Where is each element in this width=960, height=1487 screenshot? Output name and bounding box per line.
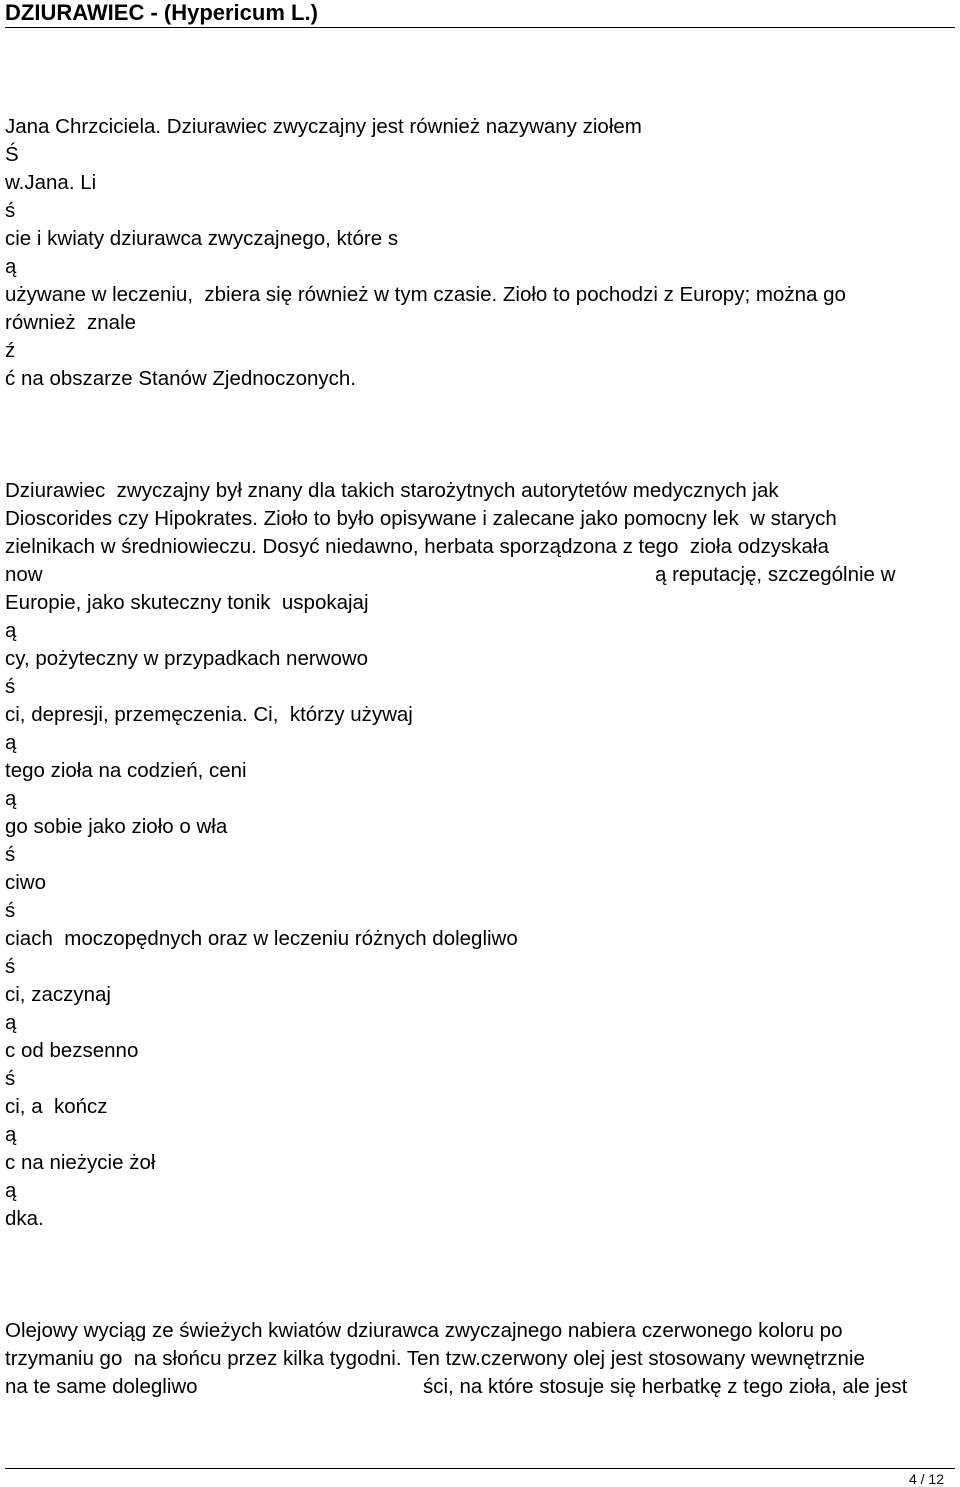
text-line: Dioscorides czy Hipokrates. Zioło to było opisywane i zalecane jako pomocny lek w starych bbox=[5, 507, 837, 530]
text-line: ś bbox=[5, 1067, 16, 1090]
text-line: c od bezsenno bbox=[5, 1039, 139, 1062]
text-line: ciwo bbox=[5, 871, 47, 894]
header-divider bbox=[5, 27, 955, 28]
text-line: używane w leczeniu, zbiera się również w tym czasie. Zioło to pochodzi z Europy; można go bbox=[5, 283, 846, 306]
text-line: w.Jana. Li bbox=[5, 171, 97, 194]
text-line: tego zioła na codzień, ceni bbox=[5, 759, 247, 782]
text-line: dka. bbox=[5, 1207, 44, 1230]
document-title: DZIURAWIEC - (Hypericum L.) bbox=[5, 0, 318, 25]
text-line: now bbox=[5, 563, 43, 586]
text-line: c na nieżycie żoł bbox=[5, 1151, 156, 1174]
text-line: Dziurawiec zwyczajny był znany dla takich starożytnych autorytetów medycznych jak bbox=[5, 479, 779, 502]
text-line: ci, a kończ bbox=[5, 1095, 108, 1118]
text-line: ą bbox=[5, 619, 17, 642]
text-line: ć na obszarze Stanów Zjednoczonych. bbox=[5, 367, 356, 390]
text-line: ci, zaczynaj bbox=[5, 983, 111, 1006]
text-line: go sobie jako zioło o wła bbox=[5, 815, 228, 838]
text-line: cy, pożyteczny w przypadkach nerwowo bbox=[5, 647, 369, 670]
text-line: Jana Chrzciciela. Dziurawiec zwyczajny jest również nazywany ziołem bbox=[5, 115, 642, 138]
text-line: ś bbox=[5, 199, 16, 222]
page-number: 4 / 12 bbox=[908, 1471, 944, 1487]
text-line: ą bbox=[5, 1123, 17, 1146]
text-line: Ś bbox=[5, 143, 19, 166]
text-line: ą bbox=[5, 255, 17, 278]
text-line: ą bbox=[5, 787, 17, 810]
text-line: ciach moczopędnych oraz w leczeniu różnych dolegliwo bbox=[5, 927, 518, 950]
footer-divider bbox=[5, 1468, 955, 1469]
text-line: ś bbox=[5, 955, 16, 978]
text-line: Olejowy wyciąg ze świeżych kwiatów dziurawca zwyczajnego nabiera czerwonego koloru po bbox=[5, 1319, 843, 1342]
text-line: trzymaniu go na słońcu przez kilka tygodni. Ten tzw.czerwony olej jest stosowany wewnętrznie bbox=[5, 1347, 865, 1370]
text-line: ci, depresji, przemęczenia. Ci, którzy używaj bbox=[5, 703, 413, 726]
text-line: ą reputację, szczególnie w bbox=[655, 563, 896, 586]
text-line: cie i kwiaty dziurawca zwyczajnego, które s bbox=[5, 227, 399, 250]
text-line: Europie, jako skuteczny tonik uspokajaj bbox=[5, 591, 369, 614]
text-line: ś bbox=[5, 675, 16, 698]
text-line: również znale bbox=[5, 311, 137, 334]
text-line: ą bbox=[5, 731, 17, 754]
text-line: ści, na które stosuje się herbatkę z tego zioła, ale jest bbox=[423, 1375, 908, 1398]
text-line: ą bbox=[5, 1179, 17, 1202]
text-line: ź bbox=[5, 339, 16, 362]
text-line: zielnikach w średniowieczu. Dosyć niedawno, herbata sporządzona z tego zioła odzyskała bbox=[5, 535, 829, 558]
text-line: ś bbox=[5, 843, 16, 866]
text-line: na te same dolegliwo bbox=[5, 1375, 198, 1398]
text-line: ą bbox=[5, 1011, 17, 1034]
text-line: ś bbox=[5, 899, 16, 922]
